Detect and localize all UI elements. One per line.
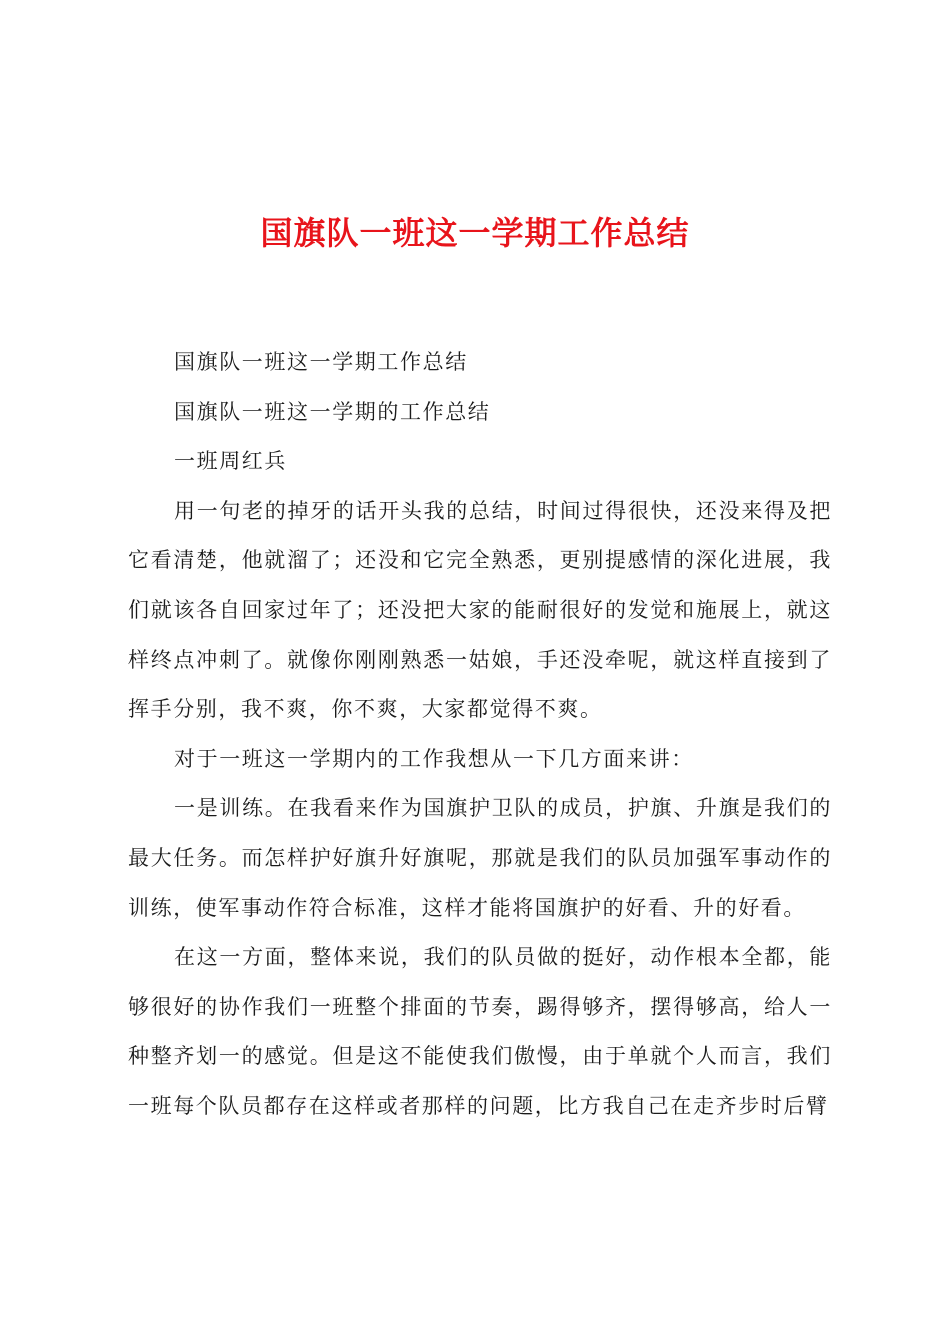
paragraph-outline: 对于一班这一学期内的工作我想从一下几方面来讲：: [174, 746, 694, 771]
paragraph-subheading: 国旗队一班这一学期的工作总结: [174, 399, 491, 424]
paragraph-heading: 国旗队一班这一学期工作总结: [174, 350, 468, 374]
paragraph-assessment: 在这一方面，整体来说，我们的队员做的挺好，动作根本全都，能够很好的协作我们一班整个排面的节奏，踢得够齐，摆得够高，给人一种整齐划一的感觉。但是这不能使我们傲慢，由于单就个人而言，我们一班每个队员都存在这样或者那样的问题，比方我自己在走齐步时后臂: [128, 945, 832, 1118]
document-body: [128, 338, 832, 1132]
paragraph-training: 一是训练。在我看来作为国旗护卫队的成员，护旗、升旗是我们的最大任务。而怎样护好旗升好旗呢，那就是我们的队员加强军事动作的训练，使军事动作符合标准，这样才能将国旗护的好看、升的好看。: [128, 796, 832, 920]
paragraph-intro: 用一句老的掉牙的话开头我的总结，时间过得很快，还没来得及把它看清楚，他就溜了；还没和它完全熟悉，更别提感情的深化进展，我们就该各自回家过年了；还没把大家的能耐很好的发觉和施展上，就这样终点冲刺了。就像你刚刚熟悉一姑娘，手还没牵呢，就这样直接到了挥手分别，我不爽，你不爽，大家都觉得不爽。: [128, 498, 832, 722]
paragraph-author: 一班周红兵: [174, 449, 287, 474]
document-title: 国旗队一班这一学期工作总结: [260, 214, 690, 252]
